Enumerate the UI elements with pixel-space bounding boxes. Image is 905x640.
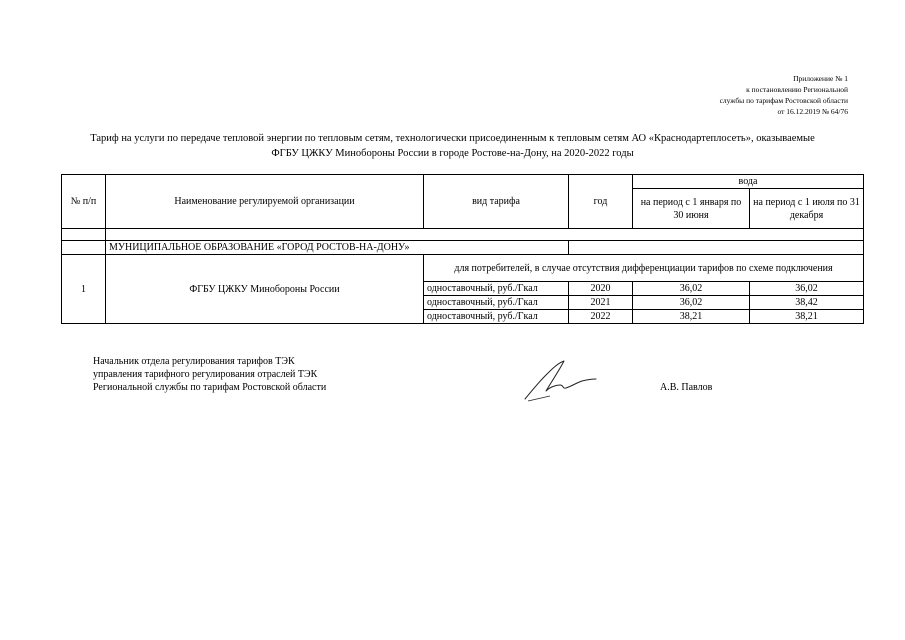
position-line: Начальник отдела регулирования тарифов ТЭК (93, 356, 295, 367)
appendix-line: от 16.12.2019 № 64/76 (777, 107, 848, 116)
year-cell: 2021 (569, 296, 633, 310)
municipality-label: МУНИЦИПАЛЬНОЕ ОБРАЗОВАНИЕ «ГОРОД РОСТОВ-НА-ДОНУ» (106, 241, 569, 255)
header-row (62, 175, 864, 189)
consumers-note: для потребителей, в случае отсутствия дифференциации тарифов по схеме подключения (424, 255, 864, 282)
row-number: 1 (62, 255, 106, 324)
appendix-line: к постановлению Региональной (746, 85, 848, 94)
year-cell: 2020 (569, 282, 633, 296)
position-line: Региональной службы по тарифам Ростовской области (93, 382, 327, 393)
header-org: Наименование регулируемой организации (106, 175, 424, 229)
signatory-name: А.В. Павлов (660, 382, 713, 393)
signatory-position (93, 355, 326, 394)
header-period-2: на период с 1 июля по 31 декабря (750, 189, 864, 229)
period1-cell: 38,21 (633, 310, 750, 324)
appendix-line: службы по тарифам Ростовской области (719, 96, 848, 105)
handwritten-signature (520, 355, 600, 405)
header-period-1: на период с 1 января по 30 июня (633, 189, 750, 229)
header-num: № п/п (62, 175, 106, 229)
tariff-table (61, 174, 864, 324)
period1-cell: 36,02 (633, 296, 750, 310)
period2-cell: 38,42 (750, 296, 864, 310)
tariff-type-cell: одноставочный, руб./Гкал (424, 310, 569, 324)
appendix-header (720, 73, 848, 117)
period2-cell: 38,21 (750, 310, 864, 324)
header-year: год (569, 175, 633, 229)
tariff-type-cell: одноставочный, руб./Гкал (424, 296, 569, 310)
header-water: вода (633, 175, 864, 189)
tariff-type-cell: одноставочный, руб./Гкал (424, 282, 569, 296)
spacer-row (62, 229, 864, 241)
period1-cell: 36,02 (633, 282, 750, 296)
title-line-2: ФГБУ ЦЖКУ Минобороны России в городе Ростове-на-Дону, на 2020-2022 годы (271, 148, 634, 159)
period2-cell: 36,02 (750, 282, 864, 296)
title-line-1: Тариф на услуги по передаче тепловой энергии по тепловым сетям, технологически присоединенным к тепловым сетям АО «Краснодартеплосеть», оказываемые (90, 133, 815, 144)
header-tariff-type: вид тарифа (424, 175, 569, 229)
organization-name: ФГБУ ЦЖКУ Минобороны России (106, 255, 424, 324)
table-row (62, 255, 864, 282)
document-title (40, 131, 865, 161)
municipality-row (62, 241, 864, 255)
year-cell: 2022 (569, 310, 633, 324)
appendix-line: Приложение № 1 (793, 74, 848, 83)
position-line: управления тарифного регулирования отраслей ТЭК (93, 369, 318, 380)
